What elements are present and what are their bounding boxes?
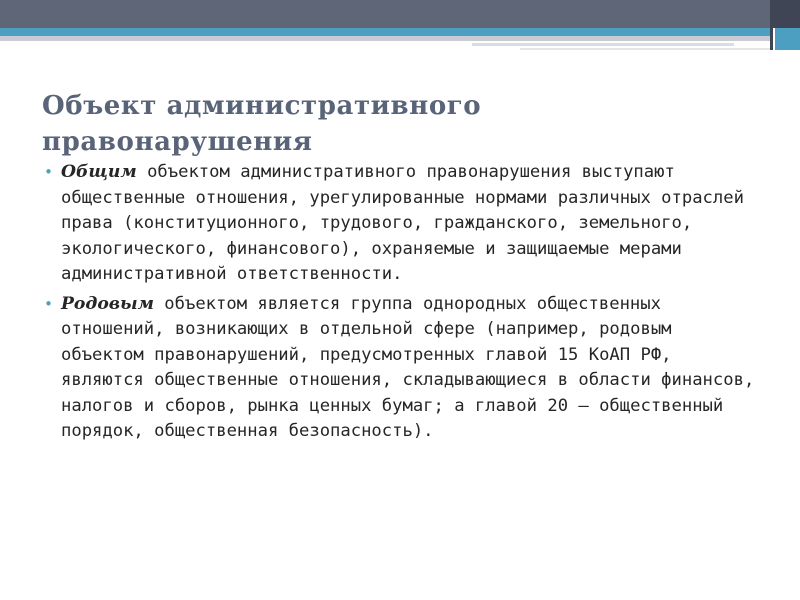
bullet-item	[44, 160, 764, 288]
bullet-list	[44, 160, 764, 449]
title-line: Объект административного	[42, 91, 482, 121]
header-grey-bar	[0, 36, 775, 41]
header-corner-accent	[773, 28, 800, 50]
header-thin-line	[472, 43, 734, 46]
header-thin-line	[520, 48, 775, 50]
title-line: правонарушения	[42, 127, 313, 157]
header-bar	[0, 0, 800, 28]
bullet-item	[44, 292, 764, 445]
header-accent-bar	[0, 28, 775, 36]
bullet-icon: •	[44, 294, 54, 313]
bullet-icon: •	[44, 163, 54, 181]
bullet-text: объектом административного правонарушения выступают общественные отношения, урегулированные нормами различных отраслей права (конституционного, трудового, гражданского, земельного, экологического, финансового), охраняемые и защищаемые мерами административной ответственности.	[61, 162, 744, 284]
slide-title	[42, 88, 742, 160]
bullet-text: объектом является группа однородных общественных отношений, возникающих в отдельной сфере (например, родовым объектом правонарушений, предусмотренных главой 15 КоАП РФ, являются общественные отношения, складывающиеся в области финансов, налогов и сборов, рынка ценных бумаг; а главой 20 — общественный порядок, общественная безопасность).	[61, 293, 755, 441]
bullet-lead: Общим	[61, 162, 137, 182]
bullet-lead: Родовым	[61, 293, 154, 314]
